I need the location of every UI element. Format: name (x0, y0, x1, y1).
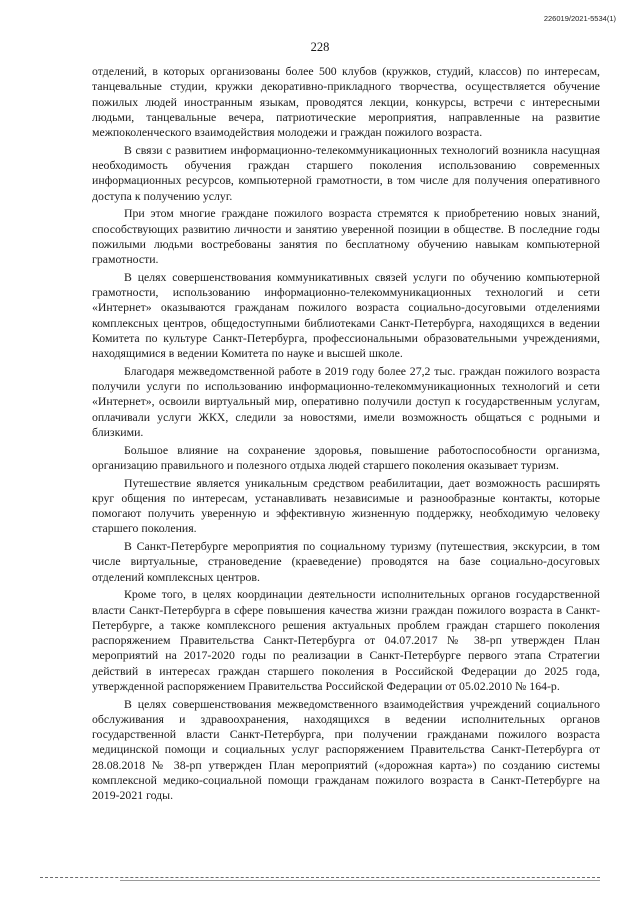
paragraph-computer-literacy-services: В целях совершенствования коммуникативных связей услуги по обучению компьютерной грамотности, использованию информационно-телекоммуникационных технологий и сети «Интернет» оказываются гражданам пожилого возраста социально-досуговыми отделениями комплексных центров, общедоступными библиотеками Санкт-Петербурга, находящихся в ведении Комитета по культуре Санкт-Петербурга, профессиональными образовательными учреждениями, находящимися в ведении Комитета по науке и высшей школе. (92, 269, 600, 360)
paragraph-social-tourism: В Санкт-Петербурге мероприятия по социальному туризму (путешествия, экскурсии, в том числе виртуальные, страноведение (краеведение) проводятся на базе социально-досуговых отделений комплексных центров. (92, 539, 600, 584)
paragraph-2019-results: Благодаря межведомственной работе в 2019 году более 27,2 тыс. граждан пожилого возраста получили услуги по использованию информационно-телекоммуникационных технологий и сети «Интернет», освоили виртуальный мир, оперативно получили доступ к государственным услугам, оплачивали услуги ЖКХ, следили за новостями, имели возможность общаться с родными и близкими. (92, 363, 600, 439)
footer-divider-secondary (120, 880, 600, 881)
paragraph-tourism-influence: Большое влияние на сохранение здоровья, повышение работоспособности организма, организацию правильного и полезного отдыха людей старшего поколения оказывает туризм. (92, 442, 600, 472)
document-body (92, 64, 600, 806)
page-number: 228 (310, 40, 330, 54)
paragraph-action-plan-2017: Кроме того, в целях координации деятельности исполнительных органов государственной власти Санкт-Петербурга в сфере повышения качества жизни граждан пожилого возраста в Санкт-Петербурге, а также комплексного решения актуальных проблем граждан старшего поколения распоряжением Правительства Санкт-Петербурга от 04.07.2017 № 38-рп утвержден План мероприятий на 2017-2020 годы по реализации в Санкт-Петербурге первого этапа Стратегии действий в интересах граждан старшего поколения в Российской Федерации до 2025 года, утвержденной распоряжением Правительства Российской Федерации от 05.02.2010 № 164-р. (92, 587, 600, 693)
paragraph-travel-rehabilitation: Путешествие является уникальным средством реабилитации, дает возможность расширять круг общения по интересам, устанавливать независимые и разнообразные контакты, которые помогают получить уверенную и эффективную жизненную поддержку, необходимую человеку старшего поколения. (92, 475, 600, 536)
document-id: 226019/2021-5534(1) (543, 14, 616, 23)
paragraph-ict-training-need: В связи с развитием информационно-телекоммуникационных технологий возникла насущная необходимость обучения граждан старшего поколения использованию современных информационных ресурсов, компьютерной грамотности, в том числе для получения оперативного доступа к получению услуг. (92, 142, 600, 203)
paragraph-new-knowledge: При этом многие граждане пожилого возраста стремятся к приобретению новых знаний, способствующих развитию личности и занятию уверенной позиции в обществе. В последние годы пожилыми людьми востребованы занятия по бесплатному обучению навыкам компьютерной грамотности. (92, 206, 600, 266)
paragraph-continuation: отделений, в которых организованы более 500 клубов (кружков, студий, классов) по интересам, танцевальные студии, кружки декоративно-прикладного творчества, осуществляется обучение пожилых людей иностранным языкам, проводятся лекции, конкурсы, встречи с интересными людьми, танцевальные вечера, патриотические мероприятия, направленные на развитие межпоколенческого взаимодействия молодежи и граждан пожилого возраста. (92, 64, 600, 139)
footer-divider (40, 877, 600, 878)
paragraph-roadmap-2019: В целях совершенствования межведомственного взаимодействия учреждений социального обслуживания и здравоохранения, находящихся в ведении исполнительных органов государственной власти Санкт-Петербурга, при получении гражданами пожилого возраста медицинской помощи и социальных услуг распоряжением Правительства Санкт-Петербурга от 28.08.2018 № 38-рп утвержден План мероприятий («дорожная карта») по созданию системы комплексной медико-социальной помощи гражданам пожилого возраста в Санкт-Петербурге на 2019-2021 годы. (92, 696, 600, 802)
